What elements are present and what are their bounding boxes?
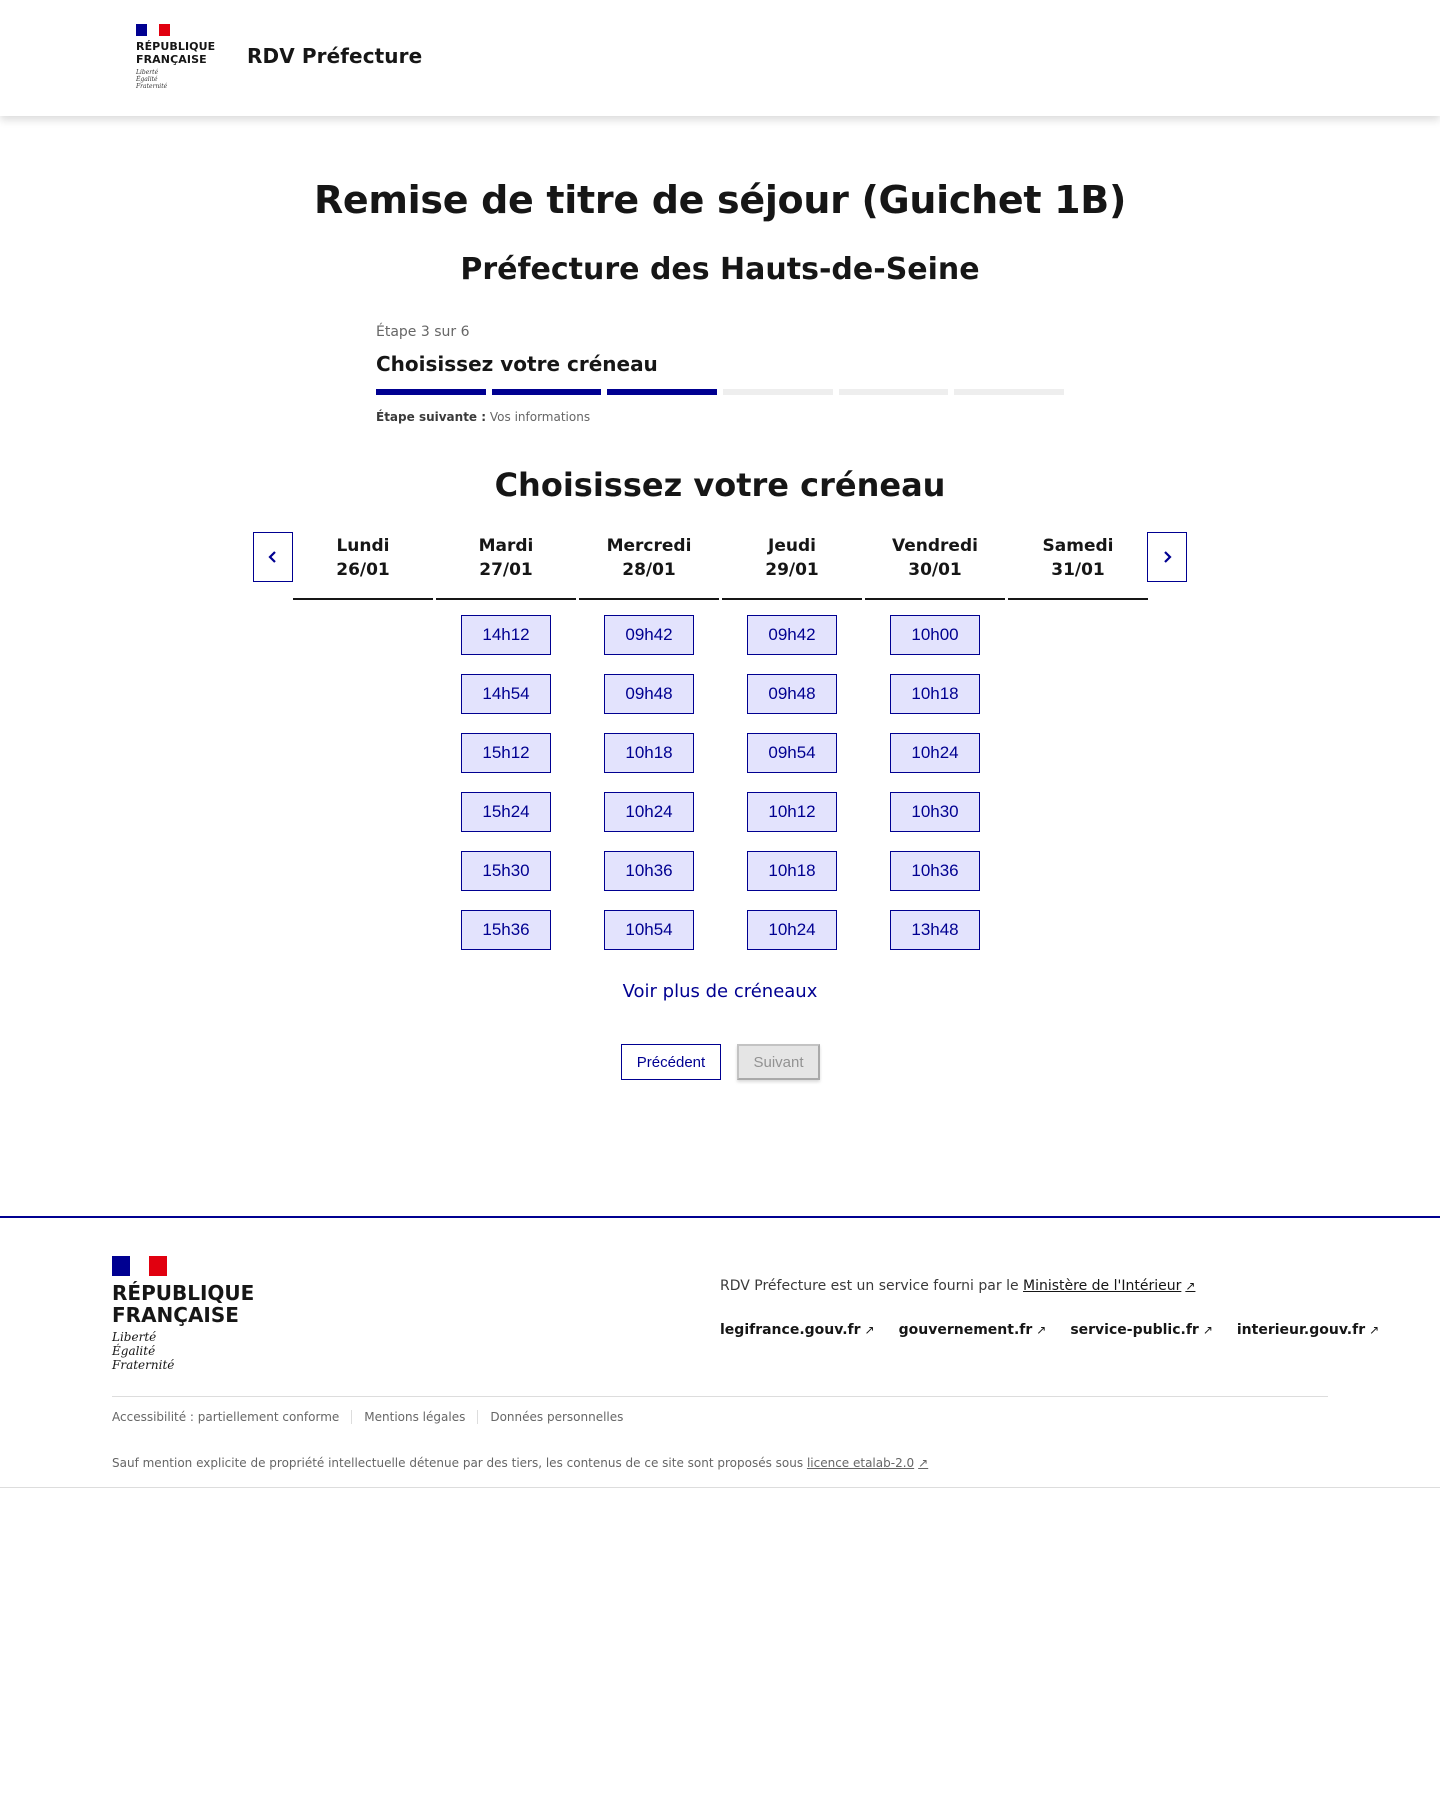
- previous-button[interactable]: Précédent: [621, 1044, 721, 1080]
- service-public-link[interactable]: [1070, 1322, 1213, 1338]
- gouvernement-link-label: gouvernement.fr: [898, 1322, 1033, 1338]
- day-name: Samedi: [1042, 536, 1114, 556]
- time-slot-button[interactable]: 10h00: [890, 615, 980, 655]
- prefecture-name: Préfecture des Hauts-de-Seine: [460, 252, 980, 287]
- more-slots-link[interactable]: Voir plus de créneaux: [622, 981, 818, 1002]
- interieur-link[interactable]: [1237, 1322, 1379, 1338]
- footer-logo[interactable]: [112, 1256, 254, 1372]
- slot-list: [436, 615, 576, 950]
- external-link-icon: ↗: [864, 1323, 875, 1337]
- footer-bottom-links: [112, 1410, 635, 1424]
- motto-fraternite: Fraternité: [136, 83, 168, 90]
- day-column: [865, 532, 1005, 950]
- site-header: [0, 0, 1440, 116]
- external-link-icon: ↗: [1369, 1323, 1380, 1337]
- slots-title: Choisissez votre créneau: [494, 466, 946, 504]
- time-slot-button[interactable]: 09h48: [604, 674, 694, 714]
- footer-logo-line-2: FRANÇAISE: [112, 1303, 239, 1327]
- footer-motto: [112, 1330, 254, 1372]
- republique-francaise-logo[interactable]: [136, 24, 222, 90]
- logo-motto: [136, 69, 222, 90]
- logo-line-1: RÉPUBLIQUE: [136, 40, 216, 53]
- motto-egalite: Égalité: [136, 76, 158, 83]
- time-slot-button[interactable]: 09h54: [747, 733, 837, 773]
- previous-week-button[interactable]: [253, 532, 293, 582]
- logo-line-2: FRANÇAISE: [136, 53, 207, 66]
- step-bar-3: [607, 389, 717, 395]
- marianne-flag-icon: [112, 1256, 167, 1276]
- step-progress: [376, 389, 1064, 395]
- external-link-icon: ↗: [918, 1456, 929, 1470]
- slot-list: [722, 615, 862, 950]
- day-date: 30/01: [908, 560, 962, 580]
- day-name: Jeudi: [768, 536, 816, 556]
- day-date: 28/01: [622, 560, 676, 580]
- day-column: [1008, 532, 1148, 950]
- motto-liberte: Liberté: [136, 69, 159, 76]
- service-public-link-label: service-public.fr: [1070, 1322, 1199, 1338]
- site-footer: [0, 1216, 1440, 1488]
- gouvernement-link[interactable]: [899, 1322, 1047, 1338]
- time-slot-button[interactable]: 15h36: [461, 910, 551, 950]
- time-slot-button[interactable]: 15h24: [461, 792, 551, 832]
- accessibility-link[interactable]: Accessibilité : partiellement conforme: [112, 1410, 340, 1424]
- license-link-label: licence etalab-2.0: [806, 1456, 915, 1470]
- step-bar-2: [492, 389, 602, 395]
- time-slot-button[interactable]: 15h12: [461, 733, 551, 773]
- day-header: [865, 532, 1005, 600]
- day-column: [436, 532, 576, 950]
- day-name: Mardi: [478, 536, 534, 556]
- step-bar-1: [376, 389, 486, 395]
- logo-text: [136, 40, 222, 66]
- next-step-label: Étape suivante :: [376, 410, 487, 424]
- ministry-link[interactable]: [1023, 1278, 1195, 1294]
- day-name: Lundi: [336, 536, 390, 556]
- time-slot-button[interactable]: 13h48: [890, 910, 980, 950]
- external-link-icon: ↗: [1036, 1323, 1047, 1337]
- step-bar-6: [954, 389, 1064, 395]
- legal-notice-link[interactable]: Mentions légales: [351, 1410, 477, 1424]
- day-header: [1008, 532, 1148, 600]
- time-slot-button[interactable]: 10h24: [747, 910, 837, 950]
- day-header: [436, 532, 576, 600]
- footer-logo-text: [112, 1282, 254, 1326]
- slot-list: [865, 615, 1005, 950]
- footer-links: [720, 1322, 1379, 1338]
- time-slot-button[interactable]: 09h42: [604, 615, 694, 655]
- time-slot-button[interactable]: 10h30: [890, 792, 980, 832]
- time-slot-button[interactable]: 10h36: [604, 851, 694, 891]
- time-slot-button[interactable]: 10h18: [604, 733, 694, 773]
- footer-motto-fraternite: Fraternité: [112, 1358, 175, 1372]
- license-text: Sauf mention explicite de propriété intellectuelle détenue par des tiers, les contenus de ce site sont proposés sous: [112, 1456, 804, 1470]
- next-step-value: Vos informations: [489, 410, 591, 424]
- time-slot-button[interactable]: 10h18: [890, 674, 980, 714]
- day-column: [722, 532, 862, 950]
- day-header: [293, 532, 433, 600]
- time-slot-button[interactable]: 10h54: [604, 910, 694, 950]
- footer-motto-egalite: Égalité: [112, 1344, 156, 1358]
- next-week-button[interactable]: [1147, 532, 1187, 582]
- day-name: Vendredi: [892, 536, 978, 556]
- day-date: 27/01: [479, 560, 533, 580]
- calendar-days: [293, 532, 1148, 950]
- legifrance-link-label: legifrance.gouv.fr: [720, 1322, 861, 1338]
- day-date: 26/01: [336, 560, 390, 580]
- time-slot-button[interactable]: 15h30: [461, 851, 551, 891]
- step-bar-5: [839, 389, 949, 395]
- footer-description-text: RDV Préfecture est un service fourni par le: [720, 1278, 1019, 1294]
- time-slot-button[interactable]: 10h24: [890, 733, 980, 773]
- day-column: [579, 532, 719, 950]
- time-slot-button[interactable]: 10h18: [747, 851, 837, 891]
- slot-list: [579, 615, 719, 950]
- time-slot-button[interactable]: 09h48: [747, 674, 837, 714]
- marianne-flag-icon: [136, 24, 170, 36]
- time-slot-button[interactable]: 10h36: [890, 851, 980, 891]
- step-title: Choisissez votre créneau: [376, 352, 658, 376]
- chevron-left-icon: [267, 550, 279, 564]
- service-name-link[interactable]: RDV Préfecture: [247, 44, 423, 68]
- external-link-icon: ↗: [1202, 1323, 1213, 1337]
- time-slot-button[interactable]: 14h54: [461, 674, 551, 714]
- day-header: [722, 532, 862, 600]
- stepper: [376, 324, 1064, 424]
- day-column: [293, 532, 433, 950]
- personal-data-link[interactable]: Données personnelles: [477, 1410, 635, 1424]
- next-step-info: [376, 410, 1064, 424]
- interieur-link-label: interieur.gouv.fr: [1236, 1322, 1366, 1338]
- step-bar-4: [723, 389, 833, 395]
- day-name: Mercredi: [606, 536, 692, 556]
- time-slot-button[interactable]: 09h42: [747, 615, 837, 655]
- footer-description: [720, 1278, 1195, 1294]
- next-button[interactable]: Suivant: [737, 1044, 820, 1080]
- day-date: 29/01: [765, 560, 819, 580]
- day-date: 31/01: [1051, 560, 1105, 580]
- time-slot-button[interactable]: 10h12: [747, 792, 837, 832]
- ministry-link-label: Ministère de l'Intérieur: [1023, 1278, 1182, 1294]
- legifrance-link[interactable]: [720, 1322, 875, 1338]
- step-state: Étape 3 sur 6: [376, 324, 470, 340]
- footer-logo-line-1: RÉPUBLIQUE: [112, 1281, 255, 1305]
- external-link-icon: ↗: [1185, 1279, 1196, 1293]
- footer-divider: [112, 1396, 1328, 1397]
- footer-motto-liberte: Liberté: [112, 1330, 157, 1344]
- time-slot-button[interactable]: 14h12: [461, 615, 551, 655]
- day-header: [579, 532, 719, 600]
- license-link[interactable]: [807, 1456, 928, 1470]
- footer-license: [112, 1456, 928, 1470]
- page-title: Remise de titre de séjour (Guichet 1B): [313, 178, 1127, 222]
- time-slot-button[interactable]: 10h24: [604, 792, 694, 832]
- chevron-right-icon: [1161, 550, 1173, 564]
